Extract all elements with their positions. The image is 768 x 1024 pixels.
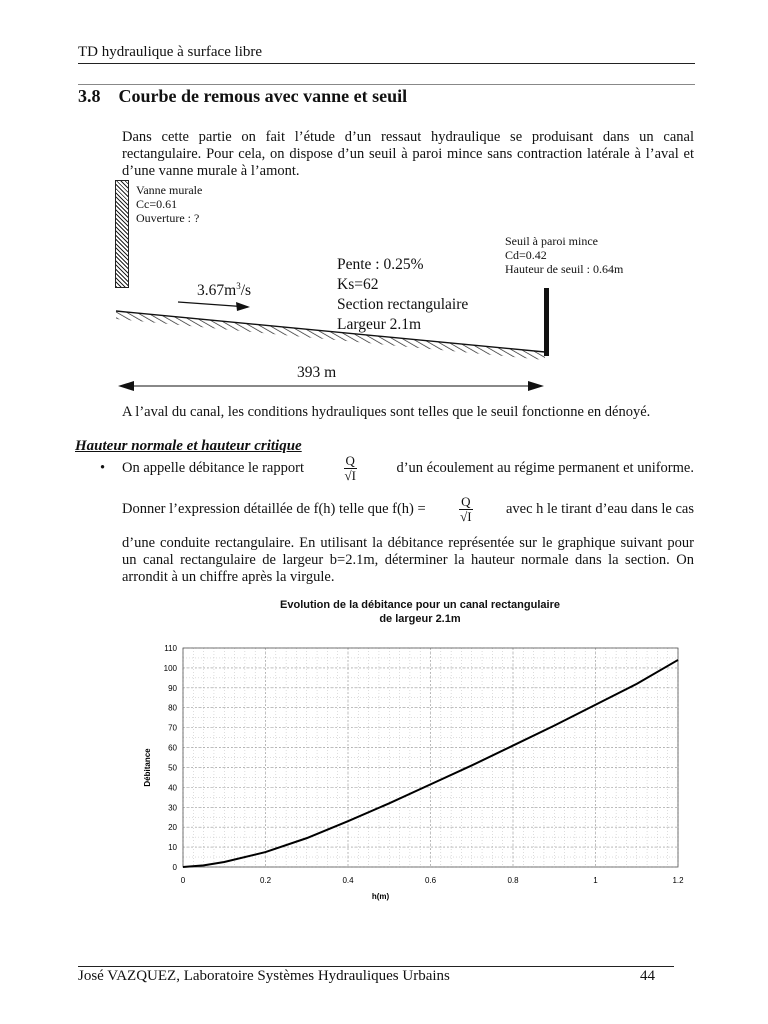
bullet-before: On appelle débitance le rapport [122,460,304,476]
x-axis-label: h(m) [371,892,390,901]
x-tick-label: 0.8 [507,876,519,885]
bullet-dot: • [100,460,106,476]
seuil-label [505,234,623,276]
fraction-den: √I [344,468,356,483]
subsection-title: Hauteur normale et hauteur critique [75,438,302,454]
question-line [122,495,694,524]
canal-ks: Ks=62 [337,276,379,293]
y-tick-label: 80 [168,703,177,713]
length-label: 393 m [297,364,337,381]
debit-exp: 3 [236,281,241,291]
seuil-hauteur: Hauteur de seuil : 0.64m [505,262,624,276]
bullet-line [122,454,694,483]
y-tick-label: 110 [164,644,177,653]
question-fraction [459,495,472,524]
chart-title-block [230,598,610,626]
x-tick-label: 0.2 [259,876,272,885]
x-tick-label: 1 [593,876,598,885]
seuil-weir [544,288,549,356]
seuil-cd: Cd=0.42 [505,248,547,262]
y-tick-label: 30 [168,803,177,813]
x-tick-label: 0.6 [424,876,437,885]
canal-largeur: Largeur 2.1m [337,316,422,333]
flow-arrow-head [236,302,250,311]
question-after: avec h le tirant d’eau dans le cas [505,501,694,517]
question-before: Donner l’expression détaillée de f(h) telle que f(h) = [122,501,426,517]
canal-bed-line [116,311,545,352]
bullet-fraction [344,454,357,483]
header-rule [78,63,695,64]
x-tick-label: 0.4 [342,876,354,885]
vanne-gate [115,180,129,288]
x-tick-label: 1.2 [672,876,684,885]
vanne-ouverture: Ouverture : ? [136,211,200,225]
length-arrow-right [528,381,544,391]
chart-subtitle: de largeur 2.1m [379,613,461,625]
y-tick-label: 10 [168,843,177,853]
vanne-cc: Cc=0.61 [136,197,178,211]
canal-section: Section rectangulaire [337,296,469,313]
seuil-title: Seuil à paroi mince [505,234,598,248]
canal-pente: Pente : 0.25% [337,256,424,273]
x-tick-label: 0 [180,876,186,885]
bullet-after: d’un écoulement au régime permanent et uniforme. [396,460,694,476]
y-tick-label: 100 [163,663,177,673]
aval-paragraph: A l’aval du canal, les conditions hydrauliques sont telles que le seuil fonctionne en dénoyé. [122,404,651,420]
y-tick-label: 90 [168,683,177,693]
header-rule-2 [78,84,695,85]
intro-paragraph: Dans cette partie on fait l’étude d’un ressaut hydraulique se produisant dans un canal rectangulaire. Pour cela, on dispose d’un seuil à paroi mince sans contraction latérale à l’aval et d’une vanne murale à l’amont. [122,129,694,179]
section-title: Courbe de remous avec vanne et seuil [118,86,408,106]
vanne-label [136,183,202,225]
running-header: TD hydraulique à surface libre [78,44,263,60]
debitance-curve [183,660,678,867]
footer-rule [78,966,674,967]
debit-value: 3.67m [197,282,237,300]
y-axis-label: Débitance [143,748,152,787]
y-tick-label: 60 [168,743,177,753]
section-heading [78,86,407,107]
page-number: 44 [640,968,655,984]
section-number: 3.8 [78,86,101,106]
canal-bed [116,311,545,360]
y-tick-label: 0 [172,863,177,872]
fraction-den: √I [460,509,472,524]
length-arrow-left [118,381,134,391]
footer-author: José VAZQUEZ, Laboratoire Systèmes Hydrauliques Urbains [78,968,450,984]
question-continuation: d’une conduite rectangulaire. En utilisant la débitance représentée sur le graphique suivant pour un canal rectangulaire de largeur b=2.1m, déterminer la hauteur normale dans la section. On arrondit à un chiffre après la virgule. [122,535,694,585]
fraction-num: Q [461,494,471,509]
y-tick-label: 20 [168,823,177,833]
debit-unit: /s [240,282,252,300]
y-tick-label: 40 [168,783,177,793]
y-tick-label: 70 [168,723,177,733]
chart-title: Evolution de la débitance pour un canal rectangulaire [280,599,560,611]
y-tick-label: 50 [168,763,177,773]
debitance-chart [130,640,700,910]
fraction-num: Q [345,453,355,468]
vanne-title: Vanne murale [136,183,203,197]
